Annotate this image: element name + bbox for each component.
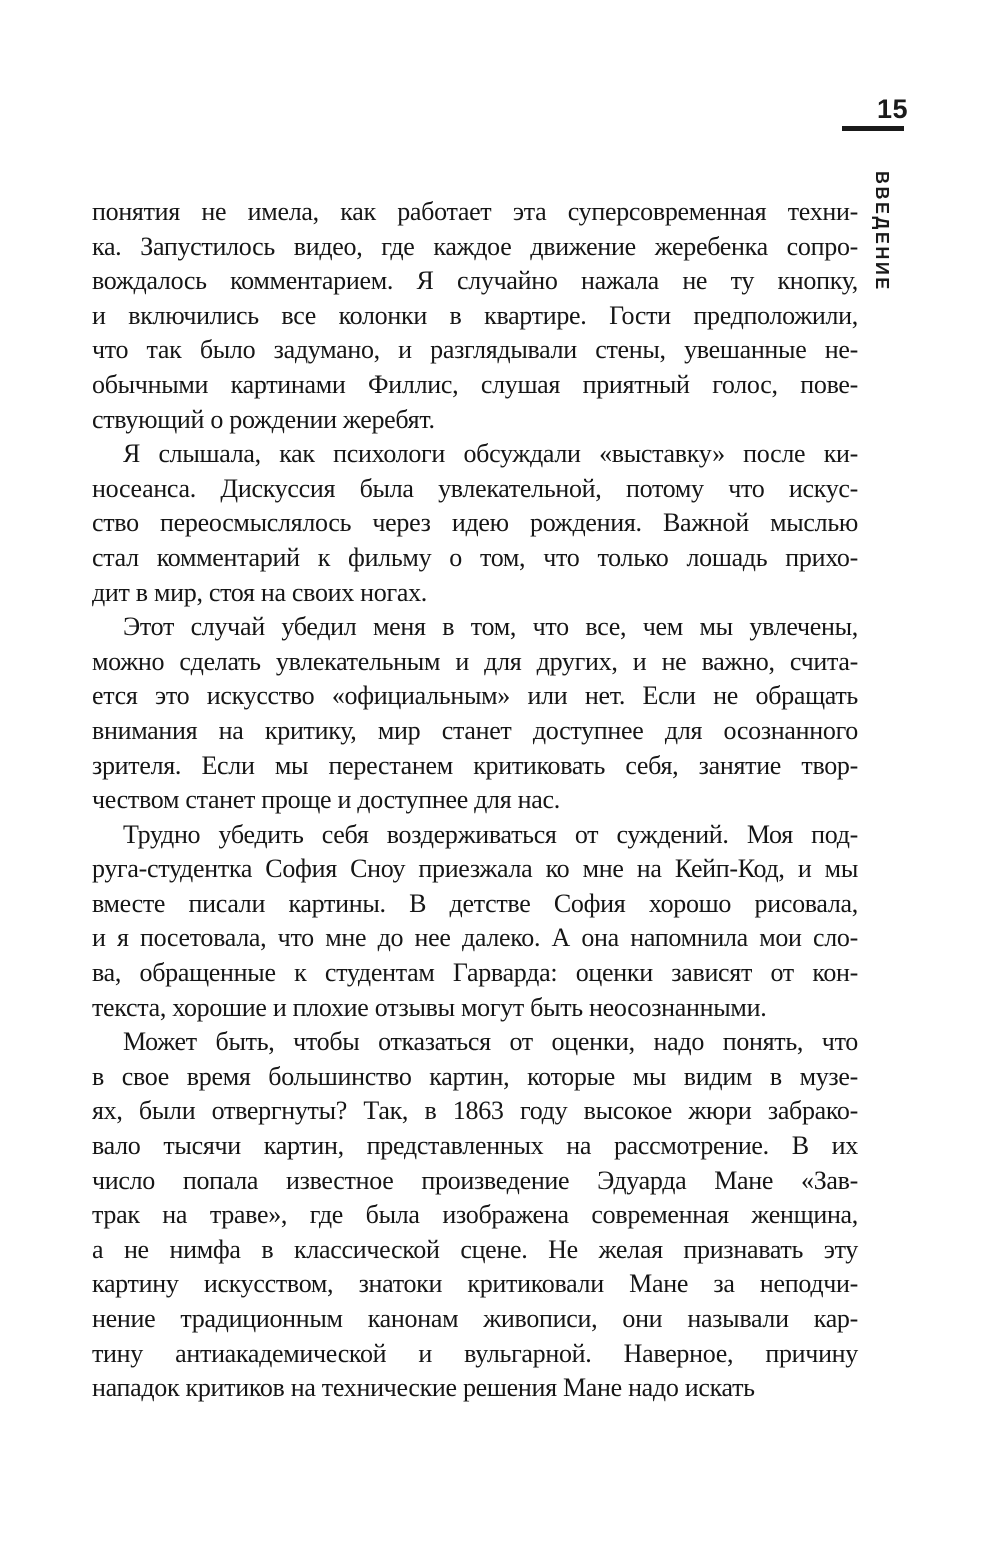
text-line: ка. Запустилось видео, где каждое движение жеребенка сопро- (92, 231, 858, 261)
text-line: и включились все колонки в квартире. Гости предположили, (92, 300, 858, 330)
page-number-rule (842, 126, 904, 131)
text-line: Я слышала, как психологи обсуждали «выставку» после ки- (123, 439, 858, 469)
text-line: Может быть, чтобы отказаться от оценки, надо понять, что (123, 1027, 858, 1057)
text-line: ство переосмыслялось через идею рождения. Важной мыслью (92, 508, 858, 538)
text-line: понятия не имела, как работает эта суперсовременная техни- (92, 197, 858, 226)
text-line: стал комментарий к фильму о том, что только лошадь прихо- (92, 542, 858, 572)
page-number: 15 (876, 94, 908, 124)
text-line: внимания на критику, мир станет доступнее для осознанного (92, 715, 858, 745)
text-line: ва, обращенные к студентам Гарварда: оценки зависят от кон- (92, 958, 858, 988)
paragraph (92, 1025, 858, 1406)
text-line: нападок критиков на технические решения Мане надо искать (92, 1373, 755, 1403)
text-line: зрителя. Если мы перестанем критиковать себя, занятие твор- (92, 750, 858, 780)
text-line: число попала известное произведение Эдуарда Мане «Зав- (92, 1165, 858, 1195)
paragraph (92, 818, 858, 1026)
text-line: Этот случай убедил меня в том, что все, чем мы увлечены, (123, 612, 858, 642)
text-line: вождалось комментарием. Я случайно нажала не ту кнопку, (92, 266, 858, 296)
text-line: трак на траве», где была изображена современная женщина, (92, 1200, 858, 1230)
text-line: руга-студентка София Сноу приезжала ко мне на Кейп-Код, и мы (92, 854, 858, 884)
text-line: дит в мир, стоя на своих ногах. (92, 577, 427, 607)
text-line: что так было задумано, и разглядывали стены, увешанные не- (92, 335, 858, 365)
text-line: Трудно убедить себя воздерживаться от суждений. Моя под- (123, 819, 858, 849)
text-line: можно сделать увлекательным и для других, и не важно, счита- (92, 646, 858, 676)
text-line: нение традиционным канонам живописи, они называли кар- (92, 1304, 858, 1333)
text-line: чеством станет проще и доступнее для нас. (92, 785, 560, 815)
paragraph (92, 610, 858, 818)
text-line: обычными картинами Филлис, слушая приятный голос, пове- (92, 369, 858, 399)
text-line: вало тысячи картин, представленных на рассмотрение. В их (92, 1131, 858, 1161)
text-line: ется это искусство «официальным» или нет. Если не обращать (92, 681, 858, 711)
text-line: носеанса. Дискуссия была увлекательной, потому что искус- (92, 473, 858, 503)
paragraph (92, 437, 858, 610)
text-line: тину антиакадемической и вульгарной. Наверное, причину (92, 1338, 858, 1368)
text-line: вместе писали картины. В детстве София хорошо рисовала, (92, 888, 858, 918)
text-line: а не нимфа в классической сцене. Не желая признавать эту (92, 1234, 858, 1264)
paragraph (92, 195, 858, 437)
text-line: картину искусством, знатоки критиковали Мане за неподчи- (92, 1269, 858, 1299)
chapter-header-vertical: ВВЕДЕНИЕ (872, 171, 892, 292)
text-line: в свое время большинство картин, которые мы видим в музе- (92, 1061, 858, 1091)
text-line: текста, хорошие и плохие отзывы могут быть неосознанными. (92, 992, 767, 1022)
text-line: ях, были отвергнуты? Так, в 1863 году высокое жюри забрако- (92, 1096, 858, 1126)
text-line: и я посетовала, что мне до нее далеко. А она напомнила мои сло- (92, 923, 858, 953)
text-line: ствующий о рождении жеребят. (92, 404, 435, 434)
body-text (92, 195, 858, 1406)
